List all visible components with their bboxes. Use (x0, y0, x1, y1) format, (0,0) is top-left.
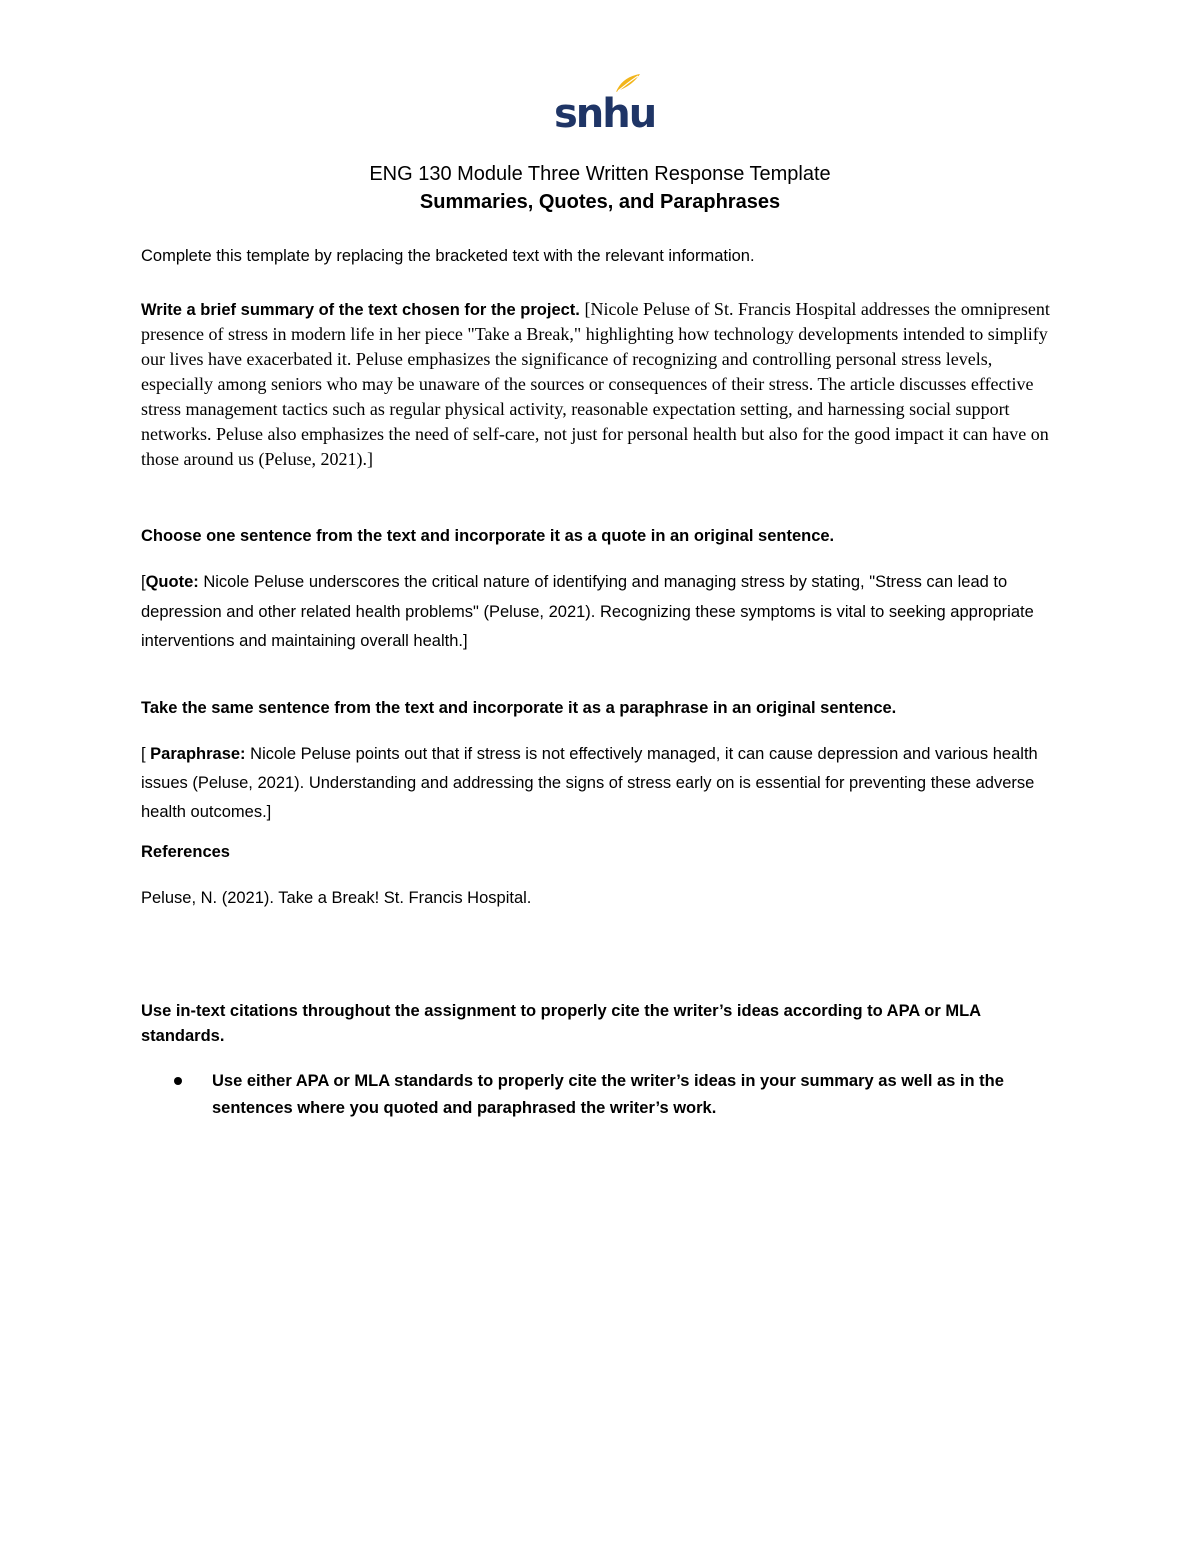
document-header (0, 160, 1200, 216)
summary-section (141, 297, 1066, 472)
summary-response: [Nicole Peluse of St. Francis Hospital addresses the omnipresent presence of stress in modern life in her piece "Take a Break," highlighting how technology developments intended to simplify our lives have exacerbated it. Peluse emphasizes the significance of recognizing and controlling personal stress levels, especially among seniors who may be unaware of the sources or consequences of their stress. The article discusses effective stress management tactics such as regular physical activity, reasonable expectation setting, and harnessing social support networks. Peluse also emphasizes the need of self-care, not just for personal health but also for the good impact it can have on those around us (Peluse, 2021).] (141, 299, 1050, 469)
instructions-paragraph: Complete this template by replacing the bracketed text with the relevant information. (141, 247, 755, 265)
paraphrase-response: Nicole Peluse points out that if stress is not effectively managed, it can cause depression and various health issues (Peluse, 2021). Understanding and addressing the signs of stress early on is essential for preventing these adverse health outcomes.] (141, 745, 1038, 821)
quote-prompt: Choose one sentence from the text and incorporate it as a quote in an original sentence. (141, 527, 835, 545)
bullet-icon (174, 1077, 182, 1085)
citation-bullet-text: Use either APA or MLA standards to properly cite the writer’s ideas in your summary as well as in the sentences where you quoted and paraphrased the writer’s work. (212, 1072, 1004, 1117)
paraphrase-prompt: Take the same sentence from the text and incorporate it as a paraphrase in an original sentence. (141, 699, 897, 717)
paraphrase-open-bracket: [ (141, 745, 151, 763)
citation-guidance: Use in-text citations throughout the assignment to properly cite the writer’s ideas according to APA or MLA standards. (141, 1002, 981, 1045)
reference-entry: Peluse, N. (2021). Take a Break! St. Francis Hospital. (141, 889, 532, 907)
quote-response-paragraph (141, 568, 1066, 657)
paraphrase-response-paragraph (141, 740, 1066, 827)
document-title: ENG 130 Module Three Written Response Template (369, 163, 831, 185)
document-subtitle: Summaries, Quotes, and Paraphrases (419, 191, 781, 213)
paraphrase-label: Paraphrase: (150, 745, 246, 763)
snhu-logo (554, 72, 656, 137)
references-heading: References (141, 843, 230, 861)
logo-wordmark: snhu (554, 91, 656, 137)
quote-response: Nicole Peluse underscores the critical nature of identifying and managing stress by stating, "Stress can lead to depression and other related health problems" (Peluse, 2021). Recognizing these symptoms is vital to seeking appropriate interventions and maintaining overall health.] (141, 573, 1034, 650)
quote-label: Quote: (145, 573, 199, 591)
summary-prompt: Write a brief summary of the text chosen for the project. (141, 301, 580, 319)
quote-open-bracket: [ (141, 573, 146, 591)
